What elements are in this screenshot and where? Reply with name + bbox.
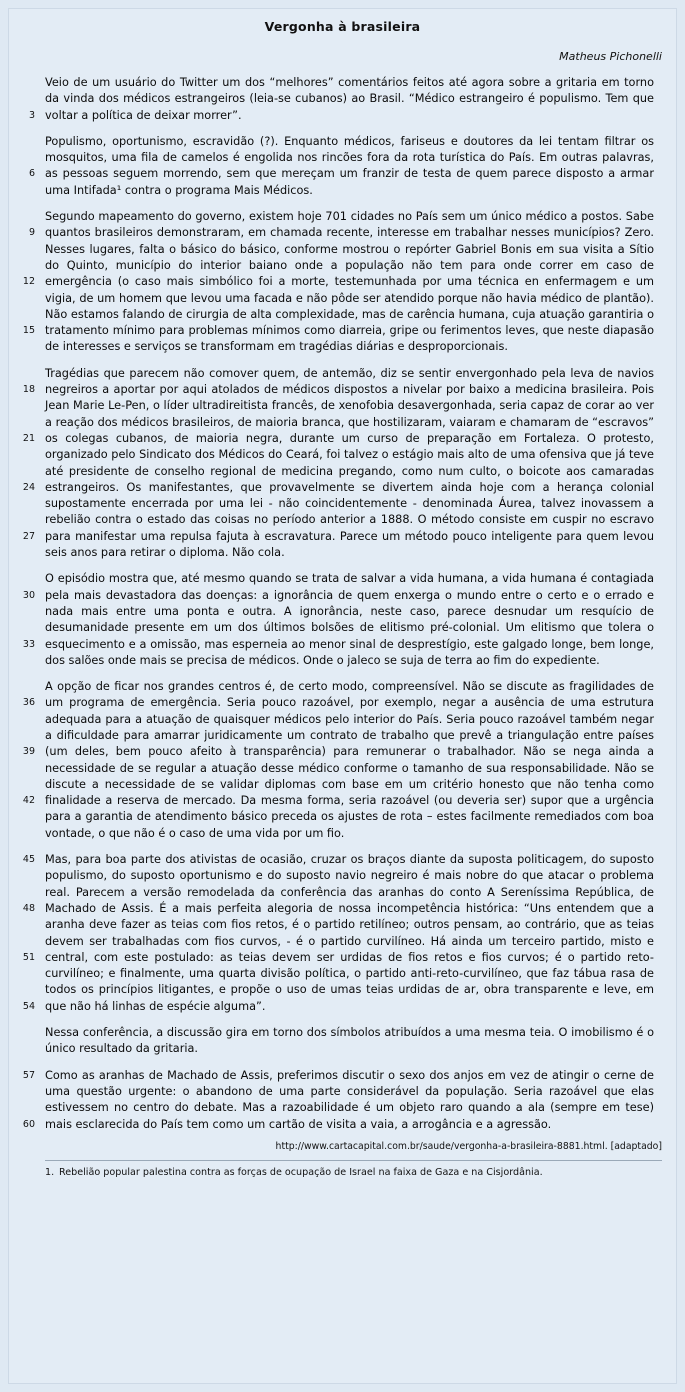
- footnote: [45, 1166, 662, 1180]
- line-number: 24: [22, 481, 35, 493]
- paragraph: Veio de um usuário do Twitter um dos “melhores” comentários feitos até agora sobre a gritaria em torno da vinda dos médicos estrangeiros (leia-se cubanos) ao Brasil. “Médico estrangeiro é populismo. Tem que voltar a política de deixar morrer”.: [45, 76, 654, 122]
- page-title: Vergonha à brasileira: [264, 19, 421, 34]
- line-number: 33: [22, 638, 35, 650]
- line-number: 18: [22, 384, 35, 396]
- line-number: 30: [22, 589, 35, 601]
- page-content-area: [8, 8, 677, 1384]
- footnote-number: 1.: [45, 1166, 55, 1178]
- line-number: 9: [28, 227, 35, 239]
- article-body: [9, 75, 676, 1133]
- footnote-text: Rebelião popular palestina contra as forças de ocupação de Israel na faixa de Gaza e na Cisjordânia.: [59, 1166, 543, 1178]
- footnote-divider: [45, 1160, 662, 1161]
- line-number: 45: [22, 854, 35, 866]
- paragraph: O episódio mostra que, até mesmo quando se trata de salvar a vida humana, a vida humana é contagiada pela mais devastadora das doenças: a ignorância de quem enxerga o mundo entre o certo e o errado e nada mais entre uma ponta e outra. A ignorância, neste caso, parece desnudar um resquício de desumanidade presente em um dos últimos bolsões de elitismo pré-colonial. Um elitismo que tolera o esquecimento e a omissão, mas esperneia ao menor sinal de desprestígio, este galgado longe, bem longe, dos salões onde mais se precisa de médicos. Onde o jaleco se suja de terra ao fim do expediente.: [45, 572, 654, 667]
- line-number: 12: [22, 276, 35, 288]
- source-citation: http://www.cartacapital.com.br/saude/vergonha-a-brasileira-8881.html. [adaptado]: [275, 1140, 662, 1152]
- line-number: 15: [22, 325, 35, 337]
- line-number: 21: [22, 432, 35, 444]
- line-number: 54: [22, 1000, 35, 1012]
- line-number: 60: [22, 1118, 35, 1130]
- paragraph: Mas, para boa parte dos ativistas de ocasião, cruzar os braços diante da suposta politicagem, do suposto populismo, do suposto oportunismo e do suposto navio negreiro é mais nobre do que atacar o problema real. Parecem a versão remodelada da conferência das aranhas do conto A Sereníssima República, de Machado de Assis. É a mais perfeita alegoria de nossa incompetência histórica: “Uns entendem que a aranha deve fazer as teias com fios retos, é o partido retilíneo; outros pensam, ao contrário, que as teias devem ser trabalhadas com fios curvos, - é o partido curvilíneo. Há ainda um terceiro partido, misto e central, com este postulado: as teias devem ser urdidas de fios retos e fios curvos; é o partido reto-curvilíneo; e finalmente, uma quarta divisão política, o partido anti-reto-curvilíneo, que faz tábua rasa de todos os princípios litigantes, e propõe o uso de umas teias urdidas de ar, obra transparente e leve, em que não há linhas de espécie alguma”.: [45, 853, 654, 1013]
- line-number: 42: [22, 795, 35, 807]
- author-name: Matheus Pichonelli: [559, 50, 662, 63]
- line-number: 48: [22, 902, 35, 914]
- paragraph: Como as aranhas de Machado de Assis, preferimos discutir o sexo dos anjos em vez de atingir o cerne de uma questão urgente: o abandono de uma parte considerável da população. Seria razoável que elas estivessem no centro do debate. Mas a razoabilidade é um objeto raro quando a ala (sempre em tese) mais esclarecida do País tem como um cartão de visita a vaia, a arrogância e a agressão.: [45, 1068, 654, 1131]
- paragraph: Tragédias que parecem não comover quem, de antemão, diz se sentir envergonhado pela leva de navios negreiros a aportar por aqui atolados de médicos dispostos a nivelar por baixo a medicina brasileira. Pois Jean Marie Le-Pen, o líder ultradireitista francês, de xenofobia desavergonhada, seria capaz de corar ao ver a reação dos médicos brasileiros, de maioria branca, que hostilizaram, vaiaram e chamaram de “escravos” os colegas cubanos, de maioria negra, durante um curso de preparação em Fortaleza. O protesto, organizado pelo Sindicato dos Médicos do Ceará, foi talvez o estágio mais alto de uma ofensiva que já teve até presidente de conselho regional de medicina pregando, como num culto, o boicote aos camaradas estrangeiros. Os manifestantes, que provavelmente se divertem ainda hoje com a herança colonial supostamente encerrada por uma lei - não coincidentemente - denominada Áurea, talvez inovassem a rebelião contra o estado das coisas no período anterior a 1888. O método consiste em cuspir no escravo para manifestar uma repulsa fajuta à escravatura. Parece um método pouco inteligente para quem levou seis anos para retirar o diploma. Não cola.: [45, 366, 654, 560]
- paragraph: Segundo mapeamento do governo, existem hoje 701 cidades no País sem um único médico a postos. Sabe quantos brasileiros demonstraram, em chamada recente, interesse em trabalhar nesses municípios? Zero. Nesses lugares, falta o básico do básico, conforme mostrou o repórter Gabriel Bonis em sua visita a Sítio do Quinto, município do interior baiano onde a população não tem para onde correr em caso de emergência (o caso mais simbólico foi a morte, testemunhada por uma técnica en enfermagem e um vigia, de um homem que levou uma facada e não pôde ser atendido porque não havia médico de plantão). Não estamos falando de cirurgia de alta complexidade, mas de carência humana, cuja atuação garantiria o tratamento mínimo para problemas mínimos como diarreia, gripe ou ferimentos leves, que neste diapasão de interesses e serviços se transformam em tragédias diárias e desproporcionais.: [45, 210, 654, 354]
- paragraph: Populismo, oportunismo, escravidão (?). Enquanto médicos, fariseus e doutores da lei tentam filtrar os mosquitos, uma fila de camelos é engolida nos rincões fora da rota turística do País. Em outras palavras, as pessoas seguem morrendo, sem que mereçam um franzir de testa de quem parece disposto a armar uma Intifada¹ contra o programa Mais Médicos.: [45, 134, 654, 197]
- line-number: 3: [28, 109, 35, 121]
- line-number: 36: [22, 697, 35, 709]
- line-number: 39: [22, 746, 35, 758]
- paragraph: Nessa conferência, a discussão gira em torno dos símbolos atribuídos a uma mesma teia. O imobilismo é o único resultado da gritaria.: [45, 1026, 654, 1056]
- line-number: 27: [22, 530, 35, 542]
- paragraph: A opção de ficar nos grandes centros é, de certo modo, compreensível. Não se discute as fragilidades de um programa de emergência. Seria pouco razoável, por exemplo, negar a ausência de uma estrutura adequada para a atuação de quaisquer médicos pelo interior do País. Seria pouco razoável também negar a dificuldade para amarrar juridicamente um contrato de trabalho que prevê a triangulação entre países (um deles, bem pouco afeito à transparência) para remunerar o trabalhador. Não se nega ainda a necessidade de se regular a atuação desse médico conforme o tamanho de sua responsabilidade. Não se discute a necessidade de se validar diplomas com base em um critério honesto que não tenha como finalidade a reserva de mercado. Da mesma forma, seria razoável (ou deveria ser) supor que a urgência para a garantia de atendimento básico preceda os ajustes de rota – estes facilmente remediados com boa vontade, o que não é o caso de uma vida por um fio.: [45, 680, 654, 840]
- line-number: 57: [22, 1069, 35, 1081]
- line-number: 6: [28, 168, 35, 180]
- line-number: 51: [22, 951, 35, 963]
